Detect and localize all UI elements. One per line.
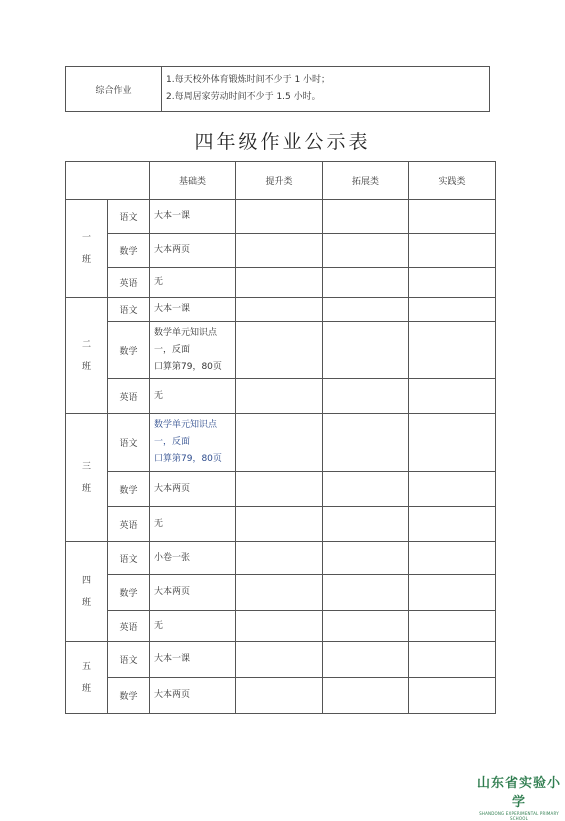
empty-cell	[323, 268, 409, 298]
empty-cell	[409, 322, 496, 379]
empty-cell	[236, 268, 323, 298]
empty-cell	[236, 642, 323, 678]
empty-cell	[409, 379, 496, 414]
empty-cell	[236, 542, 323, 575]
empty-cell	[323, 234, 409, 268]
class-cell-1	[66, 200, 108, 298]
empty-cell	[323, 472, 409, 507]
empty-cell	[409, 298, 496, 322]
homework-cell: 大本一课	[150, 642, 236, 678]
empty-cell	[409, 268, 496, 298]
empty-cell	[409, 507, 496, 542]
subject-cell: 语文	[108, 642, 150, 678]
empty-cell	[409, 414, 496, 472]
table-row	[66, 507, 496, 542]
header-row	[66, 162, 496, 200]
comprehensive-label: 综合作业	[66, 67, 162, 112]
empty-cell	[409, 642, 496, 678]
header-practice: 实践类	[409, 162, 496, 200]
header-basic: 基础类	[150, 162, 236, 200]
empty-cell	[409, 678, 496, 714]
homework-line: 一，反面	[154, 437, 191, 447]
empty-cell	[323, 575, 409, 611]
subject-cell: 英语	[108, 379, 150, 414]
homework-line: 一，反面	[154, 344, 191, 355]
empty-cell	[236, 472, 323, 507]
class-name-char: 五	[81, 661, 91, 672]
table-row	[66, 200, 496, 234]
empty-cell	[323, 542, 409, 575]
homework-cell: 无	[150, 268, 236, 298]
table-row	[66, 379, 496, 414]
page-title: 四年级作业公示表	[194, 131, 371, 153]
table-row	[66, 611, 496, 642]
empty-cell	[323, 298, 409, 322]
class-name-char: 班	[81, 361, 91, 372]
empty-cell	[236, 678, 323, 714]
empty-cell	[323, 322, 409, 379]
homework-line: 数学单元知识点	[154, 327, 218, 338]
empty-cell	[236, 234, 323, 268]
subject-cell: 数学	[108, 678, 150, 714]
homework-cell: 无	[150, 611, 236, 642]
homework-cell: 小卷一张	[150, 542, 236, 575]
empty-cell	[236, 507, 323, 542]
header-advanced: 提升类	[236, 162, 323, 200]
class-name-char: 四	[81, 575, 91, 586]
homework-cell: 大本两页	[150, 678, 236, 714]
homework-line: 数学单元知识点	[154, 420, 218, 430]
subject-cell: 语文	[108, 414, 150, 472]
class-name-char: 班	[81, 683, 91, 694]
header-blank	[66, 162, 150, 200]
homework-cell	[150, 414, 236, 472]
empty-cell	[323, 507, 409, 542]
table-row	[66, 575, 496, 611]
class-name-char: 三	[81, 461, 91, 472]
empty-cell	[323, 642, 409, 678]
empty-cell	[409, 611, 496, 642]
class-name-char: 一	[81, 232, 91, 243]
homework-cell: 大本两页	[150, 472, 236, 507]
comprehensive-homework-table	[65, 66, 490, 112]
empty-cell	[236, 379, 323, 414]
homework-cell: 大本一课	[150, 298, 236, 322]
class-cell-4	[66, 542, 108, 642]
class-name-char: 二	[81, 339, 91, 350]
header-extended: 拓展类	[323, 162, 409, 200]
school-logo-en: SHANDONG EXPERIMENTAL PRIMARY SCHOOL	[479, 811, 559, 821]
class-cell-2	[66, 298, 108, 414]
class-name-char: 班	[81, 597, 91, 608]
subject-cell: 数学	[108, 472, 150, 507]
empty-cell	[409, 234, 496, 268]
table-row	[66, 268, 496, 298]
comprehensive-line-2: 2.每周居家劳动时间不少于 1.5 小时。	[166, 92, 321, 102]
subject-cell: 英语	[108, 611, 150, 642]
homework-table	[65, 161, 496, 714]
homework-line: 口算第79，80页	[154, 361, 222, 372]
empty-cell	[236, 611, 323, 642]
table-row	[66, 472, 496, 507]
school-logo-cn: 山东省实验小学	[476, 776, 561, 810]
table-row	[66, 414, 496, 472]
homework-cell: 大本两页	[150, 575, 236, 611]
subject-cell: 数学	[108, 322, 150, 379]
class-name-char: 班	[81, 483, 91, 494]
table-row	[66, 298, 496, 322]
subject-cell: 语文	[108, 200, 150, 234]
table-row	[66, 322, 496, 379]
empty-cell	[409, 542, 496, 575]
subject-cell: 英语	[108, 268, 150, 298]
school-logo	[474, 772, 564, 821]
empty-cell	[409, 575, 496, 611]
comprehensive-line-1: 1.每天校外体育锻炼时间不少于 1 小时；	[166, 75, 331, 85]
homework-line: 口算第79，80页	[154, 454, 222, 464]
class-cell-3	[66, 414, 108, 542]
empty-cell	[409, 200, 496, 234]
empty-cell	[236, 414, 323, 472]
empty-cell	[323, 678, 409, 714]
empty-cell	[236, 200, 323, 234]
table-row	[66, 542, 496, 575]
subject-cell: 数学	[108, 234, 150, 268]
empty-cell	[323, 379, 409, 414]
homework-cell	[150, 322, 236, 379]
class-cell-5	[66, 642, 108, 714]
table-row	[66, 678, 496, 714]
empty-cell	[236, 298, 323, 322]
empty-cell	[323, 611, 409, 642]
homework-cell: 大本两页	[150, 234, 236, 268]
table-row	[66, 234, 496, 268]
homework-cell: 无	[150, 507, 236, 542]
empty-cell	[236, 575, 323, 611]
homework-cell: 大本一课	[150, 200, 236, 234]
comprehensive-content	[162, 67, 490, 112]
empty-cell	[409, 472, 496, 507]
subject-cell: 语文	[108, 298, 150, 322]
homework-cell: 无	[150, 379, 236, 414]
subject-cell: 英语	[108, 507, 150, 542]
table-row	[66, 642, 496, 678]
subject-cell: 数学	[108, 575, 150, 611]
subject-cell: 语文	[108, 542, 150, 575]
class-name-char: 班	[81, 254, 91, 265]
empty-cell	[323, 414, 409, 472]
empty-cell	[323, 200, 409, 234]
empty-cell	[236, 322, 323, 379]
